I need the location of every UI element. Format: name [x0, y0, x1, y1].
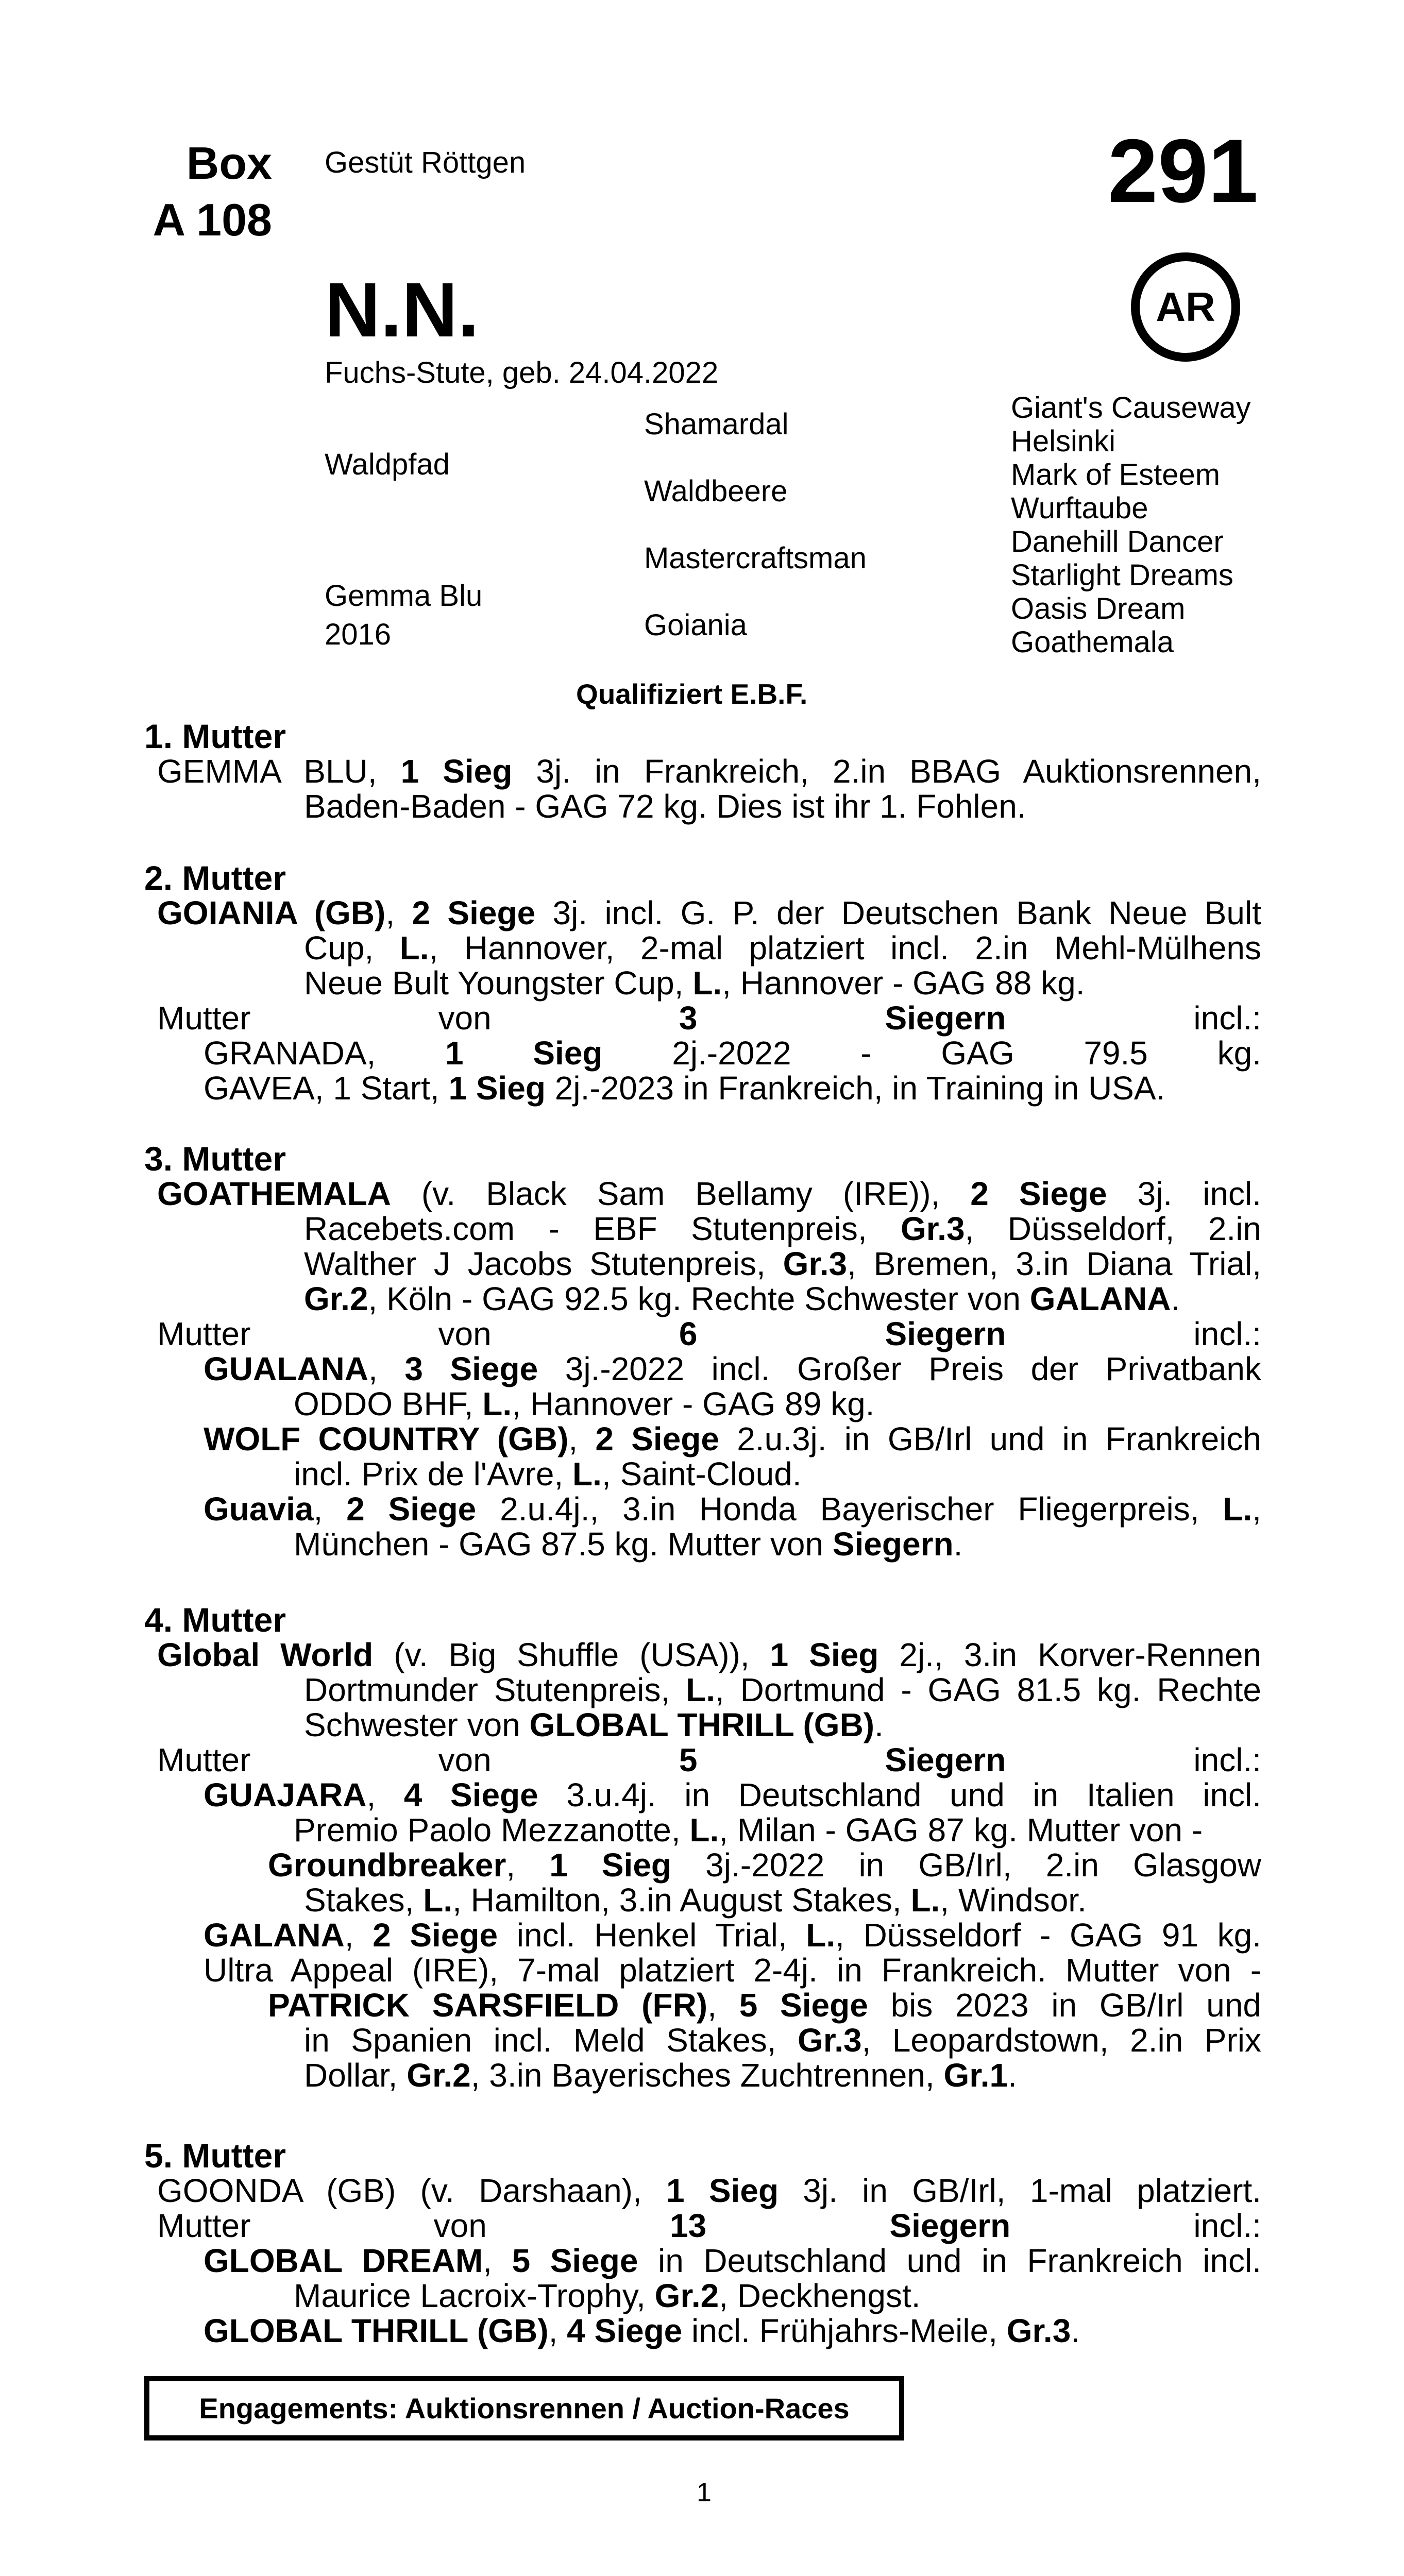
text-span: GOONDA (GB) (v. Darshaan), [157, 2172, 667, 2209]
text-span: Mutter von [157, 1315, 679, 1352]
pedigree-text-line [204, 1918, 1261, 1953]
text-span: 2.u.3j. in GB/Irl und in Frankreich [719, 1420, 1261, 1458]
text-span: 2.u.4j., 3.in Honda Bayerischer Fliegerpreis, [476, 1490, 1223, 1528]
bold-text: GOIANIA (GB) [157, 894, 386, 931]
pedigree-grandparent: Shamardal [644, 408, 789, 441]
pedigree-text-line [157, 2208, 1261, 2243]
text-span: GRANADA, [204, 1035, 446, 1072]
breeder-name: Gestüt Röttgen [325, 146, 526, 179]
text-span: bis 2023 in GB/Irl und [868, 1987, 1262, 2024]
pedigree-text-line [294, 2278, 921, 2313]
pedigree-text-line [157, 2173, 1261, 2208]
bold-text: Gr.3 [798, 2022, 862, 2059]
text-span: incl. Frühjahrs-Meile, [682, 2312, 1007, 2349]
section-heading: 3. Mutter [144, 1140, 286, 1178]
engagements-box [144, 2376, 904, 2441]
text-span: , [344, 1917, 373, 1954]
pedigree-text-line [204, 1036, 1261, 1071]
text-span: . [874, 1706, 884, 1743]
bold-text: PATRICK SARSFIELD (FR) [268, 1987, 708, 2024]
text-span: , [1252, 1490, 1262, 1528]
pedigree-text-line [204, 1953, 1261, 1988]
text-span: , [548, 2312, 567, 2349]
text-span: in Spanien incl. Meld Stakes, [304, 2022, 798, 2059]
bold-text: GUALANA [204, 1350, 368, 1387]
pedigree-grandparent: Waldbeere [644, 474, 788, 508]
section-heading: 5. Mutter [144, 2137, 286, 2175]
pedigree-grandparent: Mastercraftsman [644, 541, 867, 575]
pedigree-great-grandparent: Danehill Dancer [1011, 525, 1224, 558]
bold-text: 1 Sieg [400, 753, 513, 790]
text-span: , Hannover - GAG 88 kg. [722, 964, 1085, 1002]
text-span: Ultra Appeal (IRE), 7-mal platziert 2-4j. in Frankreich. Mutter von - [204, 1952, 1261, 1989]
pedigree-text-line [157, 754, 1261, 789]
bold-text: GLOBAL DREAM [204, 2242, 483, 2279]
bold-text: 1 Sieg [445, 1035, 603, 1072]
bold-text: Groundbreaker [268, 1846, 506, 1884]
text-span: incl. Henkel Trial, [498, 1917, 806, 1954]
pedigree-dam: Gemma Blu [325, 579, 483, 613]
text-span: , 3.in Bayerisches Zuchtrennen, [470, 2057, 944, 2094]
text-span: Schwester von [304, 1706, 530, 1743]
text-span: Mutter von [157, 2207, 670, 2244]
pedigree-sire: Waldpfad [325, 448, 450, 481]
bold-text: L. [806, 1917, 836, 1954]
bold-text: 4 Siege [403, 1776, 538, 1814]
text-span: incl.: [1006, 1741, 1261, 1778]
pedigree-text-line [304, 1211, 1261, 1246]
bold-text: GLOBAL THRILL (GB) [204, 2312, 549, 2349]
bold-text: 1 Sieg [666, 2172, 779, 2209]
section-heading: 4. Mutter [144, 1601, 286, 1639]
text-span: ODDO BHF, [294, 1385, 483, 1422]
bold-text: 1 Sieg [770, 1636, 879, 1673]
pedigree-text-line [157, 1316, 1261, 1351]
pedigree-text-line [294, 1386, 874, 1421]
text-span: , [506, 1846, 550, 1884]
text-span: , Dortmund - GAG 81.5 kg. Rechte [715, 1671, 1261, 1708]
horse-description: Fuchs-Stute, geb. 24.04.2022 [325, 356, 719, 389]
pedigree-text-line [304, 1672, 1261, 1707]
text-span: Dortmunder Stutenpreis, [304, 1671, 686, 1708]
bold-text: 2 Siege [346, 1490, 477, 1528]
text-span: (v. Big Shuffle (USA)), [373, 1636, 770, 1673]
text-span: 2j.-2022 - GAG 79.5 kg. [602, 1035, 1262, 1072]
text-span: , [366, 1776, 404, 1814]
pedigree-text-line [304, 789, 1026, 824]
box-label: Box [186, 138, 272, 189]
text-span: GEMMA BLU, [157, 753, 401, 790]
bold-text: 2 Siege [970, 1175, 1107, 1212]
pedigree-text-line [304, 1707, 884, 1742]
bold-text: 1 Sieg [549, 1846, 672, 1884]
text-span: Dollar, [304, 2057, 407, 2094]
pedigree-text-line [294, 1527, 962, 1562]
bold-text: Siegern [832, 1526, 954, 1563]
text-span: , Deckhengst. [719, 2277, 921, 2314]
bold-text: Gr.2 [304, 1280, 368, 1317]
text-span: Racebets.com - EBF Stutenpreis, [304, 1210, 901, 1247]
text-span: Cup, [304, 929, 400, 967]
text-span: Neue Bult Youngster Cup, [304, 964, 693, 1002]
pedigree-text-line [268, 1848, 1261, 1883]
pedigree-text-line [304, 2023, 1261, 2058]
bold-text: L. [692, 964, 722, 1002]
bold-text: L. [689, 1811, 719, 1849]
text-span: 3.u.4j. in Deutschland und in Italien incl. [538, 1776, 1262, 1814]
text-span: incl.: [1010, 2207, 1262, 2244]
bold-text: GOATHEMALA [157, 1175, 391, 1212]
ar-badge-label: AR [1156, 284, 1215, 330]
pedigree-grandparent: Goiania [644, 608, 747, 642]
text-span: Premio Paolo Mezzanotte, [294, 1811, 690, 1849]
text-span: , Windsor. [940, 1882, 1087, 1919]
bold-text: GLOBAL THRILL (GB) [529, 1706, 875, 1743]
text-span: , Köln - GAG 92.5 kg. Rechte Schwester von [368, 1280, 1030, 1317]
lot-number: 291 [1108, 121, 1258, 222]
pedigree-text-line [157, 895, 1261, 930]
pedigree-text-line [204, 1777, 1261, 1812]
text-span: Baden-Baden - GAG 72 kg. Dies ist ihr 1. Fohlen. [304, 788, 1026, 825]
pedigree-great-grandparent: Starlight Dreams [1011, 558, 1233, 592]
bold-text: 3 Siegern [679, 999, 1006, 1037]
text-span: . [1071, 2312, 1080, 2349]
text-span: , [483, 2242, 512, 2279]
bold-text: L. [423, 1882, 453, 1919]
bold-text: 2 Siege [412, 894, 536, 931]
bold-text: L. [572, 1455, 602, 1493]
text-span: Stakes, [304, 1882, 424, 1919]
text-span: 3j. in Frankreich, 2.in BBAG Auktionsrennen, [512, 753, 1262, 790]
text-span: (v. Black Sam Bellamy (IRE)), [391, 1175, 971, 1212]
text-span: Maurice Lacroix-Trophy, [294, 2277, 655, 2314]
pedigree-text-line [204, 1492, 1261, 1527]
pedigree-text-line [204, 1071, 1165, 1106]
bold-text: Global World [157, 1636, 374, 1673]
pedigree-text-line [157, 1001, 1261, 1036]
bold-text: GALANA [1029, 1280, 1171, 1317]
pedigree-text-line [157, 1637, 1261, 1672]
section-heading: 2. Mutter [144, 859, 286, 897]
text-span: . [953, 1526, 963, 1563]
engagements-text: Engagements: Auktionsrennen / Auction-Races [199, 2392, 850, 2425]
text-span: incl.: [1006, 1315, 1261, 1352]
pedigree-text-line [204, 1351, 1261, 1386]
text-span: 3j. incl. [1107, 1175, 1262, 1212]
page-number: 1 [697, 2478, 712, 2507]
pedigree-text-line [204, 1421, 1261, 1456]
pedigree-great-grandparent: Giant's Causeway [1011, 391, 1251, 425]
text-span: . [1171, 1280, 1180, 1317]
pedigree-great-grandparent: Helsinki [1011, 425, 1116, 458]
pedigree-text-line [157, 1742, 1261, 1777]
text-span: incl.: [1006, 999, 1261, 1037]
text-span: , Bremen, 3.in Diana Trial, [847, 1245, 1261, 1282]
bold-text: 5 Siege [512, 2242, 638, 2279]
bold-text: Guavia [204, 1490, 314, 1528]
pedigree-text-line [304, 930, 1261, 965]
bold-text: 2 Siege [373, 1917, 498, 1954]
pedigree-text-line [304, 1281, 1180, 1316]
text-span: 3j.-2022 incl. Großer Preis der Privatbank [538, 1350, 1262, 1387]
box-number: A 108 [153, 194, 272, 245]
text-span: 2j.-2023 in Frankreich, in Training in USA. [545, 1070, 1165, 1107]
text-span: , [385, 894, 412, 931]
text-span: incl. Prix de l'Avre, [294, 1455, 572, 1493]
text-span: , [568, 1420, 596, 1458]
bold-text: 1 Sieg [448, 1070, 546, 1107]
bold-text: Gr.2 [407, 2057, 471, 2094]
pedigree-text-line [304, 2058, 1017, 2093]
qualification-note: Qualifiziert E.B.F. [576, 678, 808, 710]
horse-name: N.N. [325, 266, 479, 353]
bold-text: 3 Siege [404, 1350, 538, 1387]
pedigree-text-line [294, 1456, 802, 1492]
bold-text: L. [399, 929, 429, 967]
bold-text: L. [686, 1671, 715, 1708]
pedigree-great-grandparent: Oasis Dream [1011, 592, 1186, 625]
bold-text: GUAJARA [204, 1776, 367, 1814]
bold-text: L. [482, 1385, 512, 1422]
text-span: , Hamilton, 3.in August Stakes, [452, 1882, 911, 1919]
text-span: München - GAG 87.5 kg. Mutter von [294, 1526, 833, 1563]
pedigree-text-line [304, 1883, 1087, 1918]
bold-text: Gr.3 [783, 1245, 848, 1282]
bold-text: 5 Siege [739, 1987, 868, 2024]
text-span: Mutter von [157, 999, 679, 1037]
bold-text: GALANA [204, 1917, 345, 1954]
pedigree-text-line [304, 965, 1085, 1001]
pedigree-dam-year: 2016 [325, 618, 392, 651]
pedigree-great-grandparent: Mark of Esteem [1011, 458, 1221, 492]
bold-text: WOLF COUNTRY (GB) [204, 1420, 569, 1458]
text-span: , Saint-Cloud. [601, 1455, 802, 1493]
bold-text: 4 Siege [567, 2312, 683, 2349]
text-span: , Leopardstown, 2.in Prix [861, 2022, 1262, 2059]
text-span: . [1008, 2057, 1017, 2094]
bold-text: L. [1223, 1490, 1253, 1528]
text-span: Mutter von [157, 1741, 679, 1778]
bold-text: 13 Siegern [670, 2207, 1011, 2244]
text-span: , Milan - GAG 87 kg. Mutter von - [719, 1811, 1203, 1849]
text-span: , Düsseldorf - GAG 91 kg. [835, 1917, 1262, 1954]
text-span: 3j.-2022 in GB/Irl, 2.in Glasgow [671, 1846, 1262, 1884]
bold-text: 5 Siegern [679, 1741, 1006, 1778]
pedigree-text-line [268, 1988, 1261, 2023]
text-span: 2j., 3.in Korver-Rennen [878, 1636, 1262, 1673]
text-span: Walther J Jacobs Stutenpreis, [304, 1245, 783, 1282]
text-span: , Düsseldorf, 2.in [965, 1210, 1261, 1247]
text-span: in Deutschland und in Frankreich incl. [638, 2242, 1262, 2279]
bold-text: 2 Siege [595, 1420, 719, 1458]
pedigree-great-grandparent: Goathemala [1011, 625, 1174, 659]
text-span: 3j. in GB/Irl, 1-mal platziert. [779, 2172, 1262, 2209]
pedigree-text-line [294, 1812, 1203, 1848]
bold-text: Gr.3 [1006, 2312, 1071, 2349]
pedigree-text-line [157, 1176, 1261, 1211]
pedigree-great-grandparent: Wurftaube [1011, 492, 1148, 525]
bold-text: Gr.1 [943, 2057, 1008, 2094]
text-span: GAVEA, 1 Start, [204, 1070, 449, 1107]
text-span: , Hannover - GAG 89 kg. [512, 1385, 875, 1422]
bold-text: Gr.2 [654, 2277, 719, 2314]
section-heading: 1. Mutter [144, 717, 286, 755]
pedigree-text-line [204, 2313, 1080, 2348]
bold-text: L. [910, 1882, 940, 1919]
text-span: , Hannover, 2-mal platziert incl. 2.in Mehl-Mülhens [429, 929, 1262, 967]
pedigree-text-line [204, 2243, 1261, 2278]
bold-text: Gr.3 [901, 1210, 965, 1247]
bold-text: 6 Siegern [679, 1315, 1006, 1352]
text-span: 3j. incl. G. P. der Deutschen Bank Neue Bult [535, 894, 1262, 931]
text-span: , [368, 1350, 405, 1387]
text-span: , [313, 1490, 347, 1528]
text-span: , [707, 1987, 739, 2024]
pedigree-text-line [304, 1246, 1261, 1281]
